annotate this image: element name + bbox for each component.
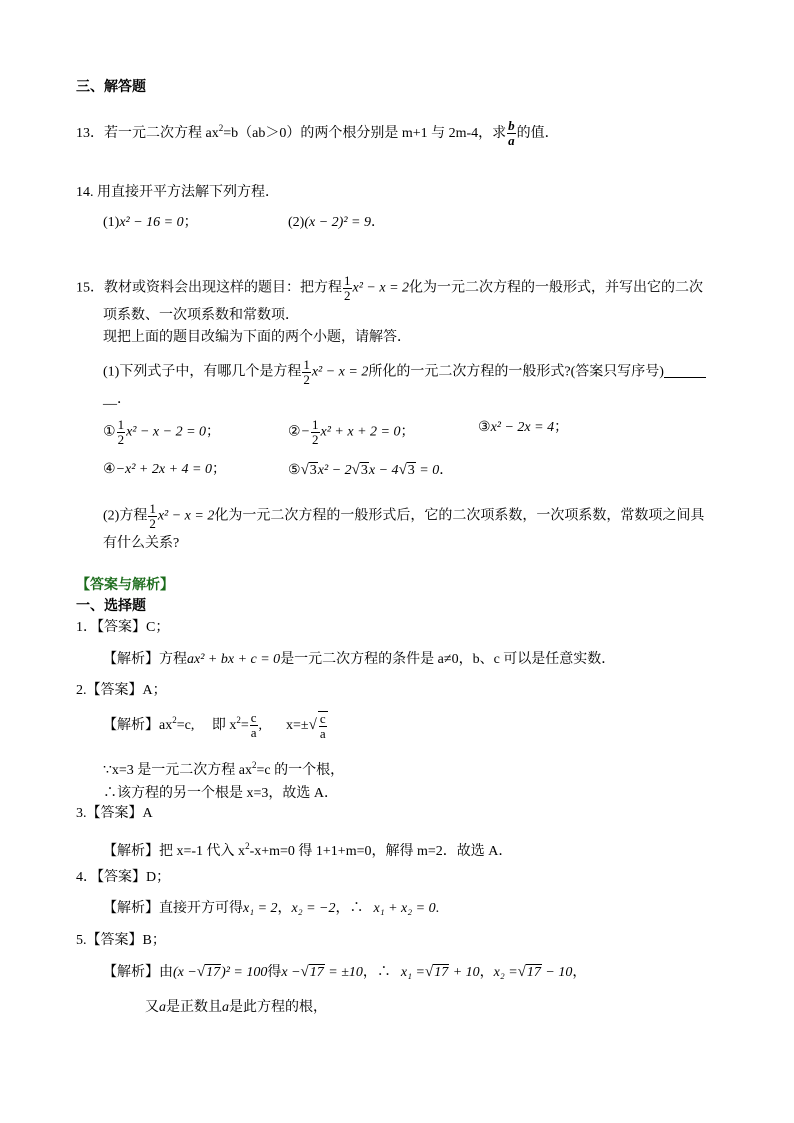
a5-p3: x − [281, 965, 301, 980]
a4-x1: x₁ = 2 [243, 901, 278, 916]
answer-3-explain [103, 836, 512, 862]
opt3-end: ； [554, 420, 569, 435]
answer-5: 5.【答案】B； [76, 933, 166, 948]
a2-den: a [250, 725, 257, 741]
option-1 [103, 418, 220, 447]
q15-sub1 [103, 358, 706, 387]
a2-x: x=± [286, 718, 309, 733]
answer-4: 4．【答案】D； [76, 870, 171, 885]
q13-text-post: 的值． [516, 126, 559, 141]
a5-end: ， [572, 965, 587, 980]
a5-l2-post: 是此方程的根， [229, 1000, 327, 1015]
q13-text-pre: 13．若一元二次方程 ax [76, 126, 219, 141]
q15-sub2 [103, 502, 704, 531]
q15-s2-post: 化为一元二次方程的一般形式后，它的二次项系数，一次项系数，常数项之间具 [214, 508, 705, 524]
opt5-root1: 3 [309, 463, 317, 478]
q15-s2-half [148, 502, 157, 531]
q15-s1-half [302, 358, 311, 387]
opt1-end: ； [206, 424, 221, 440]
option-4 [103, 460, 226, 480]
a2-den2: a [319, 725, 326, 741]
section-title: 三、解答题 [76, 80, 146, 95]
q15-s2-half-num: 1 [149, 501, 156, 516]
q13-fraction [507, 119, 516, 148]
question-14-part2 [288, 213, 385, 233]
opt1-half [117, 418, 126, 447]
a5-l2-mid: 是正数且 [166, 1000, 222, 1015]
a5-r2: 17 [309, 965, 324, 980]
a3-post: -x+m=0 得 1+1+m=0，解得 m=2．故选 A． [249, 844, 513, 859]
a2-mid: =c, 即 x [176, 718, 237, 733]
q14-p1-end: ； [183, 215, 198, 230]
answer-3: 3.【答案】A [76, 806, 153, 821]
question-14-part1 [103, 213, 198, 233]
opt5-root2: 3 [360, 463, 368, 478]
answer-2-explain: 【解析】$ax^2=c$, 即 $x^2=$ $\frac{c}{a}$ , x=±√ $\frac{c}{a}$ [103, 710, 326, 741]
q15-s1-post: 所化的一元二次方程的一般形式?(答案只写序号) [368, 364, 664, 380]
q15-half [343, 274, 352, 303]
answer-5-line2 [145, 998, 327, 1018]
a2-l2-sup: 2 [252, 760, 257, 770]
opt5-b: x² − 2 [317, 463, 352, 478]
a4-therefore: ，∴ [335, 901, 364, 916]
a2-pre: 【解析】ax [103, 718, 173, 733]
a2-frac [250, 711, 258, 740]
q15-s1-eq: x² − x = 2 [311, 364, 369, 380]
a2-num: c [250, 710, 257, 726]
a2-l2-post: =c 的一个根， [256, 763, 345, 778]
a1-post: 是一元二次方程的条件是 a≠0，b、c 可以是任意实数． [280, 652, 616, 667]
q15-half-den: 2 [344, 288, 351, 303]
a5-pre: 【解析】由 [103, 965, 173, 980]
option-5: ⑤√3x² − 2√3x − 4√3 = 0． [288, 462, 454, 478]
question-15-line1 [76, 274, 703, 303]
a2-sqrt-frac [318, 711, 328, 741]
q15-s1-pre: (1)下列式子中，有哪几个是方程 [103, 364, 302, 380]
question-14-head: 14. 用直接开平方法解下列方程． [76, 185, 279, 200]
a3-pre: 【解析】把 x=-1 代入 x [103, 844, 246, 859]
answers-section1: 一、选择题 [76, 599, 146, 614]
q15-s2-eq: x² − x = 2 [157, 508, 215, 524]
option-2 [288, 418, 414, 447]
opt2-half-den: 2 [312, 432, 319, 447]
a5-sep: ， [479, 965, 494, 980]
a1-pre: 【解析】方程 [103, 652, 187, 667]
q15-s2-pre: (2)方程 [103, 508, 148, 524]
opt1-eq: x² − x − 2 = 0 [126, 424, 207, 440]
a4-x2: x₂ = −2 [291, 901, 336, 916]
a5-get: 得 [267, 965, 282, 980]
opt5-root3: 3 [407, 463, 415, 478]
answer-2-line2 [103, 755, 344, 781]
opt5-d: x − 4 [368, 463, 399, 478]
opt4-label: ④ [103, 462, 116, 477]
opt1-half-den: 2 [117, 432, 125, 447]
a4-pre: 【解析】直接开方可得 [103, 901, 243, 916]
a2-sup2: 2 [236, 715, 241, 725]
answer-2-line3: ∴该方程的另一个根是 x=3，故选 A． [103, 786, 339, 801]
q14-p2-label: (2) [288, 215, 305, 230]
answer-5-explain: 【解析】由(x −√17)² = 100得x −√17 = ±10，∴ x₁ =√17 + 10，x₂ =√17 − 10， [103, 964, 587, 980]
opt2-end: ； [400, 424, 415, 440]
q14-p2-end: ． [370, 215, 385, 230]
a4-end: . [435, 901, 440, 916]
a5-p2: )² = 100 [221, 965, 268, 980]
a5-p4: = ±10 [324, 965, 363, 980]
a5-therefore: ，∴ [362, 965, 391, 980]
a2-comma: , [258, 718, 263, 733]
a5-x1: x₁ = [400, 965, 425, 980]
q15-sub1-wrap: __． [103, 392, 131, 407]
answer-1: 1．【答案】C； [76, 620, 170, 635]
q14-p2-eq: (x − 2)² = 9 [304, 215, 371, 230]
q15-s2-half-den: 2 [149, 516, 156, 531]
a5-l2-pre: 又 [145, 1000, 159, 1015]
a5-r1: 17 [206, 965, 221, 980]
opt5-f: = 0 [415, 463, 440, 478]
q15-s1-half-den: 2 [303, 372, 310, 387]
opt2-half-num: 1 [312, 417, 319, 432]
a5-x2b: − 10 [541, 965, 573, 980]
answer-2: 2.【答案】A； [76, 683, 167, 698]
option-3 [478, 418, 568, 438]
question-15-line2: 项系数、一次项系数和常数项． [103, 308, 299, 323]
a5-l2-a1: a [159, 1000, 166, 1015]
a5-l2-a2: a [222, 1000, 229, 1015]
a4-sum: x₁ + x₂ = 0 [373, 901, 436, 916]
q15-eq: x² − x = 2 [352, 280, 410, 296]
opt4-end: ； [211, 462, 226, 477]
a5-r3: 17 [434, 965, 449, 980]
opt5-end: ． [439, 463, 454, 478]
answer-1-explain [103, 650, 615, 670]
a5-p1: (x − [173, 965, 197, 980]
q13-num: b [508, 118, 515, 134]
q15-l1-post: 化为一元二次方程的一般形式，并写出它的二次 [409, 280, 704, 296]
a1-eq: ax² + bx + c = 0 [187, 652, 281, 667]
answer-blank[interactable] [664, 363, 706, 378]
opt2-sign: − [300, 424, 311, 440]
answer-4-explain [103, 899, 439, 919]
q14-p1-label: (1) [103, 215, 120, 230]
q15-s1-half-num: 1 [303, 357, 310, 372]
a5-x2: x₂ = [493, 965, 518, 980]
opt2-label: ② [288, 424, 301, 440]
opt1-half-num: 1 [117, 417, 125, 432]
question-13 [76, 118, 559, 148]
a5-r4: 17 [526, 965, 541, 980]
a2-l2-pre: ∵x=3 是一元二次方程 ax [103, 763, 253, 778]
opt3-eq: x² − 2x = 4 [490, 420, 555, 435]
a3-sup: 2 [245, 841, 250, 851]
a4-sep: ， [277, 901, 292, 916]
opt2-half [311, 418, 320, 447]
a2-eq: = [240, 718, 249, 733]
q13-sup: 2 [218, 123, 224, 133]
a2-sup: 2 [172, 715, 177, 725]
a2-num2: c [319, 710, 326, 726]
q15-half-num: 1 [344, 273, 351, 288]
question-15-line3: 现把上面的题目改编为下面的两个小题，请解答． [103, 330, 411, 345]
q13-den: a [508, 133, 515, 149]
opt1-label: ① [103, 424, 116, 440]
q13-text-mid: =b（ab＞0）的两个根分别是 m+1 与 2m-4，求 [223, 126, 507, 141]
q15-l1-pre: 15．教材或资料会出现这样的题目：把方程 [76, 280, 342, 296]
answers-title: 【答案与解析】 [76, 578, 174, 593]
a5-x1b: + 10 [449, 965, 480, 980]
opt4-eq: −x² + 2x + 4 = 0 [115, 462, 212, 477]
opt5-label: ⑤ [288, 463, 301, 478]
q15-sub2-wrap: 有什么关系? [103, 536, 180, 551]
opt2-eq: x² + x + 2 = 0 [320, 424, 401, 440]
opt3-label: ③ [478, 420, 491, 435]
q14-p1-eq: x² − 16 = 0 [119, 215, 184, 230]
